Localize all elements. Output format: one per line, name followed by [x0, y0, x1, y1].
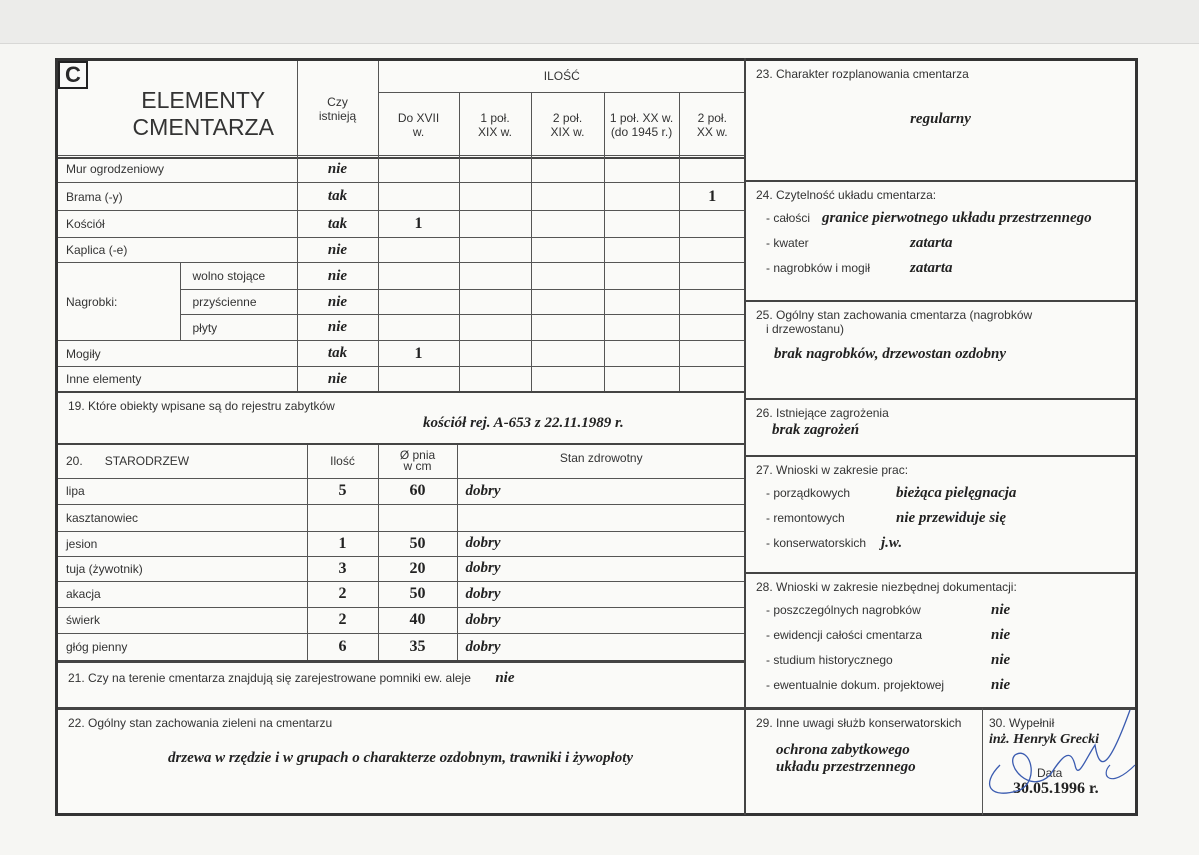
element-exists: nie: [297, 290, 378, 315]
section-25: [746, 300, 1135, 398]
tree-name: jesion: [58, 531, 307, 556]
element-label: Inne elementy: [58, 367, 297, 392]
date-label: Data: [1037, 766, 1063, 780]
title-line1: ELEMENTY: [141, 87, 266, 113]
element-label: wolno stojące: [180, 263, 297, 290]
element-exists: tak: [297, 211, 378, 238]
tree-row: [58, 556, 745, 581]
element-label: Brama (-y): [58, 183, 297, 211]
element-quantity: [604, 238, 679, 263]
tree-row: [58, 633, 745, 661]
s28-item-value: nie: [991, 602, 1011, 618]
s19-label: 19. Które obiekty wpisane są do rejestru zabytków: [68, 399, 335, 413]
section-27: [746, 455, 1135, 572]
scan-edge: [0, 0, 1199, 44]
element-quantity: [459, 156, 531, 183]
col-qty: Ilość: [307, 444, 378, 478]
element-label: Kaplica (-e): [58, 238, 297, 263]
s24-item-value: granice pierwotnego układu przestrzennego: [822, 210, 1092, 226]
element-quantity: [378, 156, 459, 183]
nagrobki-label: Nagrobki:: [58, 263, 180, 341]
element-exists: nie: [297, 367, 378, 392]
s27-label: 27. Wnioski w zakresie prac:: [756, 463, 909, 477]
tree-row: [58, 478, 745, 504]
s25-label-cont: i drzewostanu): [766, 322, 845, 336]
section-26: [746, 398, 1135, 455]
tree-name: lipa: [58, 478, 307, 504]
element-quantity: [378, 183, 459, 211]
col-exists: Czy istnieją: [297, 61, 378, 158]
element-quantity: [459, 367, 531, 392]
section-24: [746, 180, 1135, 300]
tree-name: tuja (żywotnik): [58, 556, 307, 581]
element-quantity: [459, 315, 531, 341]
period-header: 2 poł. XX w.: [679, 92, 745, 158]
element-label: Mogiły: [58, 341, 297, 367]
element-quantity: [531, 341, 604, 367]
tree-name: kasztanowiec: [58, 504, 307, 531]
element-exists: nie: [297, 156, 378, 183]
element-quantity: [679, 238, 745, 263]
tree-health: [457, 504, 745, 531]
element-row: [58, 238, 745, 263]
s29-value-cont: układu przestrzennego: [776, 759, 916, 775]
tree-diameter: [378, 504, 457, 531]
col-diameter: Ø pnia w cm: [378, 444, 457, 478]
s27-item-label: - porządkowych: [766, 486, 851, 500]
tree-qty: 1: [307, 531, 378, 556]
element-quantity: [531, 238, 604, 263]
s28-item-label: - studium historycznego: [766, 653, 893, 667]
tree-diameter: 60: [378, 478, 457, 504]
element-quantity: [679, 341, 745, 367]
element-quantity: [604, 341, 679, 367]
element-label: przyścienne: [180, 290, 297, 315]
period-header: 2 poł. XIX w.: [531, 92, 604, 158]
tree-health: dobry: [457, 478, 745, 504]
element-quantity: [679, 211, 745, 238]
tree-row: [58, 531, 745, 556]
col-quantity: ILOŚĆ: [378, 61, 745, 92]
s24-item-label: - całości: [766, 211, 811, 225]
s28-item-value: nie: [991, 627, 1011, 643]
element-quantity: [459, 341, 531, 367]
tree-health: dobry: [457, 607, 745, 633]
elements-title: [118, 77, 289, 141]
element-quantity: 1: [378, 211, 459, 238]
s28-item-label: - poszczególnych nagrobków: [766, 603, 921, 617]
element-quantity: [378, 315, 459, 341]
tree-row: [58, 607, 745, 633]
filled-by-name: inż. Henryk Grecki: [989, 732, 1100, 747]
element-label: płyty: [180, 315, 297, 341]
element-row: [58, 263, 745, 290]
element-quantity: [679, 367, 745, 392]
element-quantity: [531, 263, 604, 290]
section-29: [746, 707, 983, 815]
tree-qty: [307, 504, 378, 531]
tree-qty: 6: [307, 633, 378, 661]
element-quantity: [679, 315, 745, 341]
element-quantity: [459, 290, 531, 315]
element-quantity: [459, 183, 531, 211]
section-21: [58, 660, 745, 707]
s28-item-value: nie: [991, 652, 1011, 668]
tree-qty: 5: [307, 478, 378, 504]
section-23: [746, 61, 1135, 180]
s27-item-value: j.w.: [881, 535, 903, 551]
element-exists: tak: [297, 341, 378, 367]
s21-value: nie: [495, 670, 515, 686]
s28-label: 28. Wnioski w zakresie niezbędnej dokumentacji:: [756, 580, 1017, 594]
element-quantity: [604, 156, 679, 183]
element-quantity: [378, 290, 459, 315]
period-header: Do XVII w.: [378, 92, 459, 158]
s23-label: 23. Charakter rozplanowania cmentarza: [756, 67, 969, 81]
element-quantity: [378, 367, 459, 392]
trees-title-cell: [58, 444, 307, 478]
s24-item-value: zatarta: [910, 260, 953, 276]
s28-item-label: - ewidencji całości cmentarza: [766, 628, 923, 642]
element-exists: tak: [297, 183, 378, 211]
s27-item-value: nie przewiduje się: [896, 510, 1007, 526]
s22-label: 22. Ogólny stan zachowania zieleni na cmentarzu: [68, 716, 333, 730]
element-quantity: [604, 290, 679, 315]
element-quantity: [604, 211, 679, 238]
element-quantity: [459, 238, 531, 263]
s28-item-value: nie: [991, 677, 1011, 693]
tree-diameter: 35: [378, 633, 457, 661]
s25-value: brak nagrobków, drzewostan ozdobny: [774, 346, 1006, 362]
element-quantity: [378, 238, 459, 263]
tree-health: dobry: [457, 581, 745, 607]
s23-value: regularny: [910, 111, 971, 127]
tree-diameter: 50: [378, 581, 457, 607]
element-label: Kościół: [58, 211, 297, 238]
s26-value: brak zagrożeń: [772, 422, 860, 438]
tree-qty: 2: [307, 607, 378, 633]
col-health: Stan zdrowotny: [457, 444, 745, 478]
filled-date: 30.05.1996 r.: [1013, 780, 1099, 797]
element-quantity: [604, 183, 679, 211]
element-label: Mur ogrodzeniowy: [58, 156, 297, 183]
s20-number: 20.: [66, 454, 83, 469]
element-quantity: [604, 315, 679, 341]
element-quantity: [459, 211, 531, 238]
section-22: [58, 707, 745, 815]
tree-health: dobry: [457, 633, 745, 661]
element-quantity: [531, 211, 604, 238]
s28-item-label: - ewentualnie dokum. projektowej: [766, 678, 945, 692]
element-quantity: [679, 290, 745, 315]
s19-value: kościół rej. A-653 z 22.11.1989 r.: [423, 415, 624, 431]
element-quantity: [604, 367, 679, 392]
s29-value: ochrona zabytkowego: [776, 742, 910, 758]
tree-diameter: 40: [378, 607, 457, 633]
element-row: [58, 183, 745, 211]
s22-value: drzewa w rzędzie i w grupach o charakterze ozdobnym, trawniki i żywopłoty: [168, 750, 634, 766]
trees-table: [58, 443, 745, 662]
element-exists: nie: [297, 238, 378, 263]
tree-health: dobry: [457, 556, 745, 581]
s24-item-label: - nagrobków i mogił: [766, 261, 871, 275]
s21-label: 21. Czy na terenie cmentarza znajdują się zarejestrowane pomniki ew. aleje: [68, 671, 471, 685]
s24-label: 24. Czytelność układu cmentarza:: [756, 188, 937, 202]
tree-health: dobry: [457, 531, 745, 556]
element-exists: nie: [297, 263, 378, 290]
element-quantity: [459, 263, 531, 290]
s20-title: STARODRZEW: [104, 454, 190, 469]
element-row: [58, 367, 745, 392]
tree-name: akacja: [58, 581, 307, 607]
element-quantity: [679, 263, 745, 290]
element-quantity: [604, 263, 679, 290]
element-row: [58, 341, 745, 367]
section-28: [746, 572, 1135, 707]
section-letter: C: [58, 61, 88, 89]
s25-label: 25. Ogólny stan zachowania cmentarza (nagrobków: [756, 308, 1033, 322]
tree-qty: 3: [307, 556, 378, 581]
element-quantity: 1: [378, 341, 459, 367]
element-row: [58, 156, 745, 183]
tree-diameter: 20: [378, 556, 457, 581]
period-header: 1 poł. XX w. (do 1945 r.): [604, 92, 679, 158]
element-quantity: [531, 156, 604, 183]
element-quantity: [531, 367, 604, 392]
element-quantity: [378, 263, 459, 290]
tree-qty: 2: [307, 581, 378, 607]
s29-label: 29. Inne uwagi służb konserwatorskich: [756, 716, 962, 730]
s27-item-value: bieżąca pielęgnacja: [896, 485, 1017, 501]
s24-item-label: - kwater: [766, 236, 809, 250]
elements-rows: [58, 155, 745, 392]
tree-name: świerk: [58, 607, 307, 633]
title-line2: CMENTARZA: [132, 114, 274, 140]
tree-row: [58, 504, 745, 531]
s27-item-label: - remontowych: [766, 511, 845, 525]
element-quantity: [531, 290, 604, 315]
s27-item-label: - konserwatorskich: [766, 536, 867, 550]
period-header: 1 poł. XIX w.: [459, 92, 531, 158]
element-exists: nie: [297, 315, 378, 341]
tree-diameter: 50: [378, 531, 457, 556]
section-19: [58, 391, 745, 443]
s24-item-value: zatarta: [910, 235, 953, 251]
element-row: [58, 211, 745, 238]
element-quantity: 1: [679, 183, 745, 211]
element-quantity: [531, 183, 604, 211]
s26-label: 26. Istniejące zagrożenia: [756, 406, 889, 420]
signature-icon: [960, 705, 1140, 805]
element-quantity: [531, 315, 604, 341]
elements-table: [58, 61, 745, 159]
tree-name: głóg pienny: [58, 633, 307, 661]
element-quantity: [679, 156, 745, 183]
tree-row: [58, 581, 745, 607]
s30-label: 30. Wypełnił: [989, 716, 1055, 730]
